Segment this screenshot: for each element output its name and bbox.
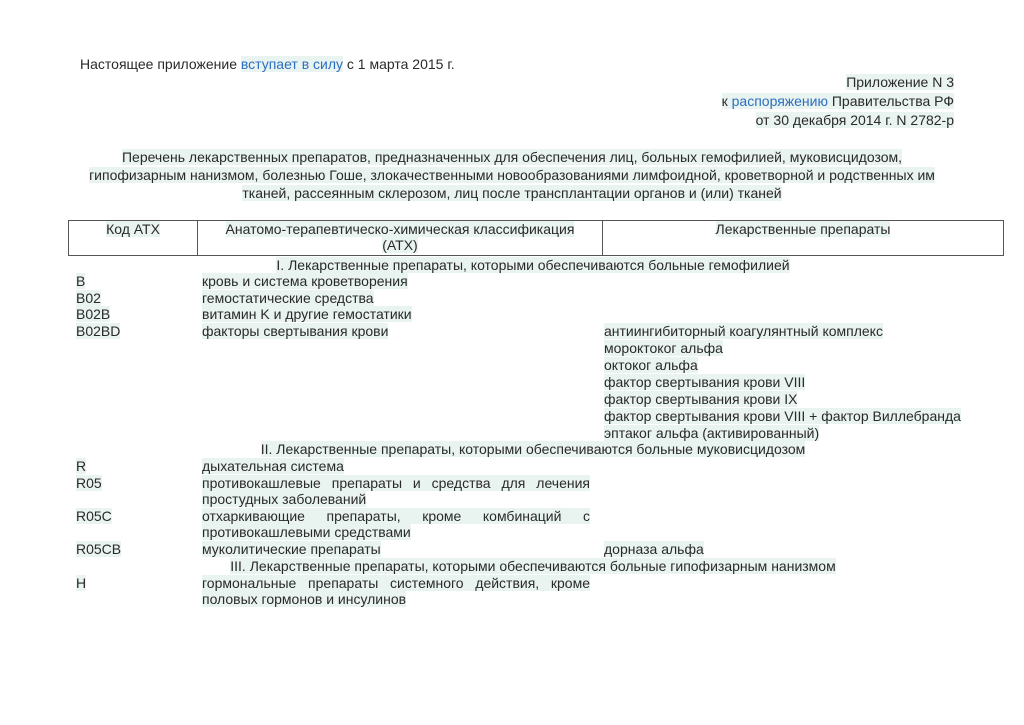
- atc-code: B02: [76, 290, 101, 306]
- atc-code: R05C: [76, 508, 112, 524]
- section-1-title: I. Лекарственные препараты, которыми обеспечиваются больные гемофилией: [276, 257, 790, 273]
- atc-class: дыхательная система: [202, 458, 344, 474]
- drug-item: октоког альфа: [604, 357, 698, 373]
- drug-item: фактор свертывания крови VIII + фактор Виллебранда: [604, 408, 961, 424]
- atc-code: R: [76, 458, 87, 474]
- effective-link[interactable]: вступает в силу: [240, 56, 344, 72]
- drug-item: дорназа альфа: [604, 541, 704, 557]
- atc-code: H: [76, 575, 87, 591]
- header-atc-code: Код АТХ: [69, 221, 198, 256]
- drug-item: мороктоког альфа: [604, 340, 723, 356]
- atc-class: гормональные препараты системного действия, кроме половых гормонов и инсулинов: [202, 575, 590, 607]
- atc-code: R05: [76, 475, 102, 491]
- header-drugs: Лекарственные препараты: [603, 221, 1004, 256]
- atc-code: B02BD: [76, 323, 121, 339]
- table-header: [68, 220, 1004, 256]
- drug-item: фактор свертывания крови IX: [604, 391, 798, 407]
- atc-class: факторы свертывания крови: [202, 323, 389, 339]
- atc-class: витамин K и другие гемостатики: [202, 306, 412, 322]
- atc-class: муколитические препараты: [202, 541, 381, 557]
- drug-item: фактор свертывания крови VIII: [604, 374, 806, 390]
- annex-date: от 30 декабря 2014 г. N 2782-р: [755, 112, 954, 128]
- atc-code: R05CB: [76, 541, 122, 557]
- annex-number: Приложение N 3: [846, 74, 954, 90]
- drug-item: антиингибиторный коагулянтный комплекс: [604, 323, 883, 339]
- atc-class: отхаркивающие препараты, кроме комбинаций с противокашлевыми средствами: [202, 508, 590, 540]
- section-3-title: III. Лекарственные препараты, которыми обеспечиваются больные гипофизарным нанизмом: [230, 558, 836, 574]
- atc-code: B02B: [76, 306, 111, 322]
- header-classification: Анатомо-терапевтическо-химическая классификация (АТХ): [198, 221, 603, 256]
- effective-date-note: Настоящее приложение вступает в силу с 1 марта 2015 г.: [80, 56, 455, 72]
- atc-code: B: [76, 273, 86, 289]
- document-title: Перечень лекарственных препаратов, предназначенных для обеспечения лиц, больных гемофилией, муковисцидозом, гипофизарным нанизмом, болезнью Гоше, злокачественными новообразованиями лимфоидной, кроветворной и родственных им тканей, рассеянным склерозом, лиц после трансплантации органов и (или) тканей: [89, 149, 935, 201]
- order-link[interactable]: распоряжению: [731, 93, 828, 109]
- drug-item: эптаког альфа (активированный): [604, 425, 820, 441]
- section-2-title: II. Лекарственные препараты, которыми обеспечиваются больные муковисцидозом: [260, 441, 806, 457]
- atc-class: противокашлевые препараты и средства для лечения простудных заболеваний: [202, 475, 590, 507]
- atc-class: гемостатические средства: [202, 290, 374, 306]
- annex-header: Приложение N 3 к распоряжению Правительства РФ от 30 декабря 2014 г. N 2782-р: [721, 74, 954, 128]
- atc-class: кровь и система кроветворения: [202, 273, 408, 289]
